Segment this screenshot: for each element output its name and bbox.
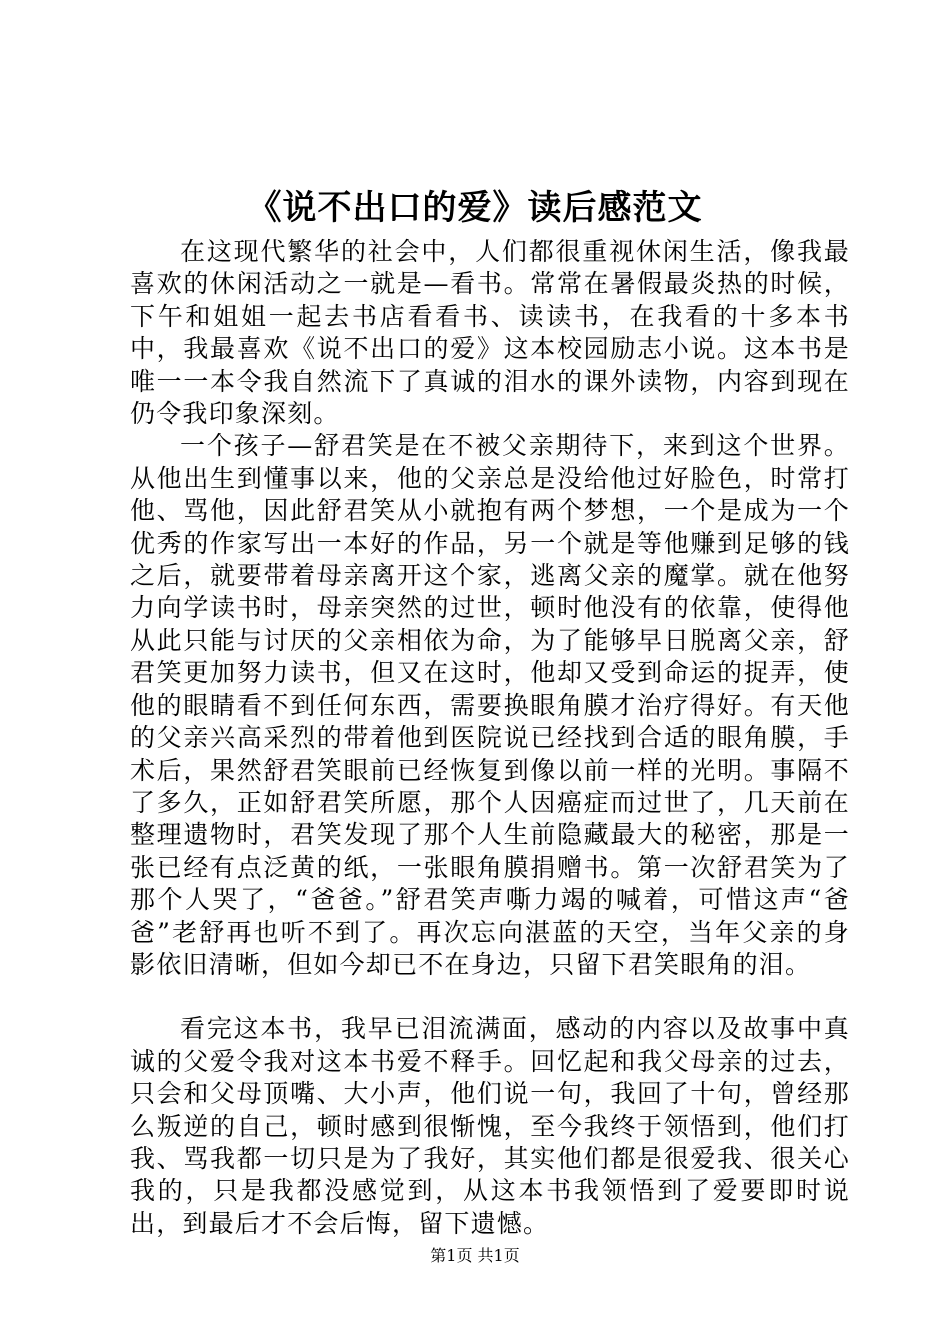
document-title: 《说不出口的爱》读后感范文 — [247, 188, 703, 228]
paragraph-2: 一个孩子—舒君笑是在不被父亲期待下，来到这个世界。从他出生到懂事以来，他的父亲总是没给他过好脸色，时常打他、骂他，因此舒君笑从小就抱有两个梦想，一个是成为一个优秀的作家写出一本好的作品，另一个就是等他赚到足够的钱之后，就要带着母亲离开这个家，逃离父亲的魔掌。就在他努力向学读书时，母亲突然的过世，顿时他没有的依靠，使得他从此只能与讨厌的父亲相依为命，为了能够早日脱离父亲，舒君笑更加努力读书，但又在这时，他却又受到命运的捉弄，使他的眼睛看不到任何东西，需要换眼角膜才治疗得好。有天他的父亲兴高采烈的带着他到医院说已经找到合适的眼角膜，手术后，果然舒君笑眼前已经恢复到像以前一样的光明。事隔不了多久，正如舒君笑所愿，那个人因癌症而过世了，几天前在整理遗物时，君笑发现了那个人生前隐藏最大的秘密，那是一张已经有点泛黄的纸，一张眼角膜捐赠书。第一次舒君笑为了那个人哭了，“爸爸。”舒君笑声嘶力竭的喊着，可惜这声“爸爸”老舒再也听不到了。再次忘向湛蓝的天空，当年父亲的身影依旧清晰，但如今却已不在身边，只留下君笑眼角的泪。 — [130, 431, 850, 979]
document-body — [130, 236, 850, 1240]
paragraph-spacer — [130, 981, 850, 1013]
paragraph-1: 在这现代繁华的社会中，人们都很重视休闲生活，像我最喜欢的休闲活动之一就是—看书。常常在暑假最炎热的时候，下午和姐姐一起去书店看看书、读读书，在我看的十多本书中，我最喜欢《说不出口的爱》这本校园励志小说。这本书是唯一一本令我自然流下了真诚的泪水的课外读物，内容到现在仍令我印象深刻。 — [130, 237, 850, 429]
paragraph-3: 看完这本书，我早已泪流满面，感动的内容以及故事中真诚的父爱令我对这本书爱不释手。回忆起和我父母亲的过去，只会和父母顶嘴、大小声，他们说一句，我回了十句，曾经那么叛逆的自己，顿时感到很惭愧，至今我终于领悟到，他们打我、骂我都一切只是为了我好，其实他们都是很爱我、很关心我的，只是我都没感觉到，从这本书我领悟到了爱要即时说出，到最后才不会后悔，留下遗憾。 — [130, 1014, 850, 1238]
page-footer: 第1页 共1页 — [430, 1246, 520, 1265]
